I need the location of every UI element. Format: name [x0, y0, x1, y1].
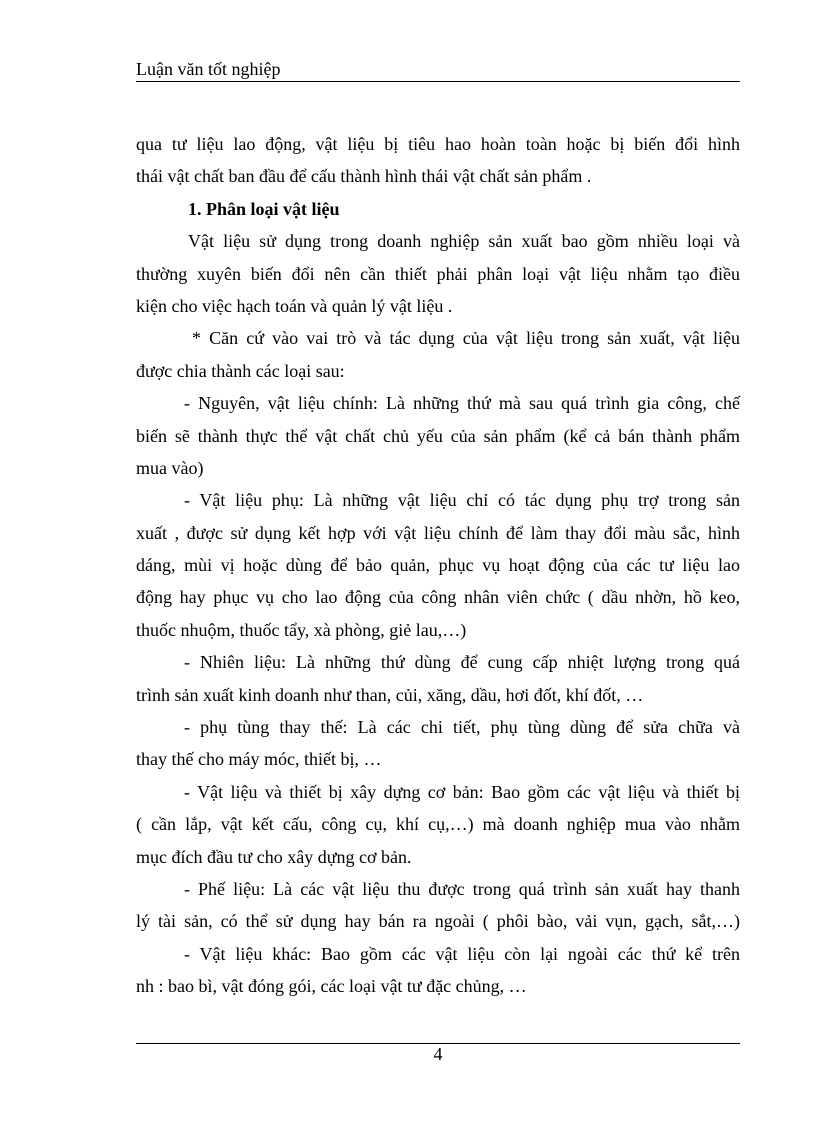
body-line: biến sẽ thành thực thể vật chất chủ yếu của sản phẩm (kể cả bán thành phẩm [136, 425, 740, 446]
body-line: nh : bao bì, vật đóng gói, các loại vật tư đặc chủng, … [136, 976, 527, 997]
page-number: 4 [433, 1044, 443, 1064]
list-item-start: - Vật liệu và thiết bị xây dựng cơ bản: Bao gồm các vật liệu và thiết bị [184, 781, 740, 802]
body-line: ( cần lắp, vật kết cấu, công cụ, khí cụ,…) mà doanh nghiệp mua vào nhằm [136, 814, 740, 835]
list-item-start: - Vật liệu khác: Bao gồm các vật liệu còn lại ngoài các thứ kể trên [184, 943, 740, 964]
body-line: xuất , được sử dụng kết hợp với vật liệu chính để làm thay đổi màu sắc, hình [136, 522, 740, 543]
paragraph-start: * Căn cứ vào vai trò và tác dụng của vật liệu trong sản xuất, vật liệu [192, 328, 740, 349]
body-line: thuốc nhuộm, thuốc tẩy, xà phòng, giẻ lau,…) [136, 619, 467, 640]
body-line: thái vật chất ban đầu để cấu thành hình thái vật chất sản phẩm . [136, 166, 592, 187]
list-item-start: - phụ tùng thay thế: Là các chi tiết, phụ tùng dùng để sửa chữa và [184, 717, 740, 738]
body-line: lý tài sản, có thể sử dụng hay bán ra ngoài ( phôi bào, vải vụn, gạch, sắt,…) [136, 911, 740, 932]
body-line: qua tư liệu lao động, vật liệu bị tiêu hao hoàn toàn hoặc bị biến đổi hình [136, 134, 740, 154]
body-line: thay thế cho máy móc, thiết bị, … [136, 749, 382, 770]
list-item-start: - Nhiên liệu: Là những thứ dùng để cung cấp nhiệt lượng trong quá [184, 652, 740, 673]
body-line: động hay phục vụ cho lao động của công nhân viên chức ( dầu nhờn, hồ keo, [136, 587, 740, 608]
body-line: được chia thành các loại sau: [136, 360, 345, 381]
document-body [136, 128, 740, 1003]
body-line: kiện cho việc hạch toán và quản lý vật liệu . [136, 295, 453, 316]
body-line: mua vào) [136, 457, 204, 478]
paragraph-start: Vật liệu sử dụng trong doanh nghiệp sản xuất bao gồm nhiều loại và [188, 231, 740, 252]
running-header: Luận văn tốt nghiệp [136, 59, 281, 79]
body-line: thường xuyên biến đổi nên cần thiết phải phân loại vật liệu nhằm tạo điều [136, 263, 740, 284]
body-line: trình sản xuất kinh doanh như than, củi, xăng, dầu, hơi đốt, khí đốt, … [136, 684, 644, 705]
body-line: dáng, mùi vị hoặc dùng để bảo quản, phục vụ hoạt động của các tư liệu lao [136, 555, 740, 576]
header-divider [136, 81, 740, 82]
list-item-start: - Phế liệu: Là các vật liệu thu được trong quá trình sản xuất hay thanh [184, 878, 740, 899]
list-item-start: - Vật liệu phụ: Là những vật liệu chỉ có tác dụng phụ trợ trong sản [184, 490, 740, 511]
list-item-start: - Nguyên, vật liệu chính: Là những thứ mà sau quá trình gia công, chế [184, 393, 740, 414]
body-line: mục đích đầu tư cho xây dựng cơ bản. [136, 846, 412, 867]
section-heading: 1. Phân loại vật liệu [188, 198, 340, 219]
